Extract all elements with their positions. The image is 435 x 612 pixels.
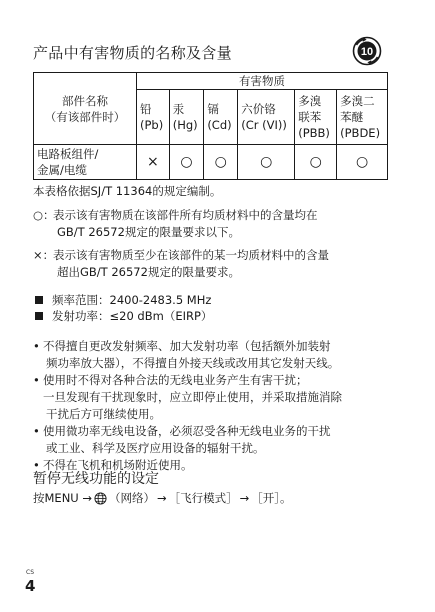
column-header-line: (Cr (VI)) (241, 118, 287, 132)
substance-value-cell: ○ (169, 145, 204, 180)
column-header-line: (Pb) (140, 118, 164, 132)
substance-column-header (295, 90, 337, 145)
column-header-line: (PBDE) (340, 126, 381, 140)
hazardous-substance-header: 有害物质 (137, 73, 388, 90)
substance-column-header (137, 90, 170, 145)
page-number: 4 (25, 577, 36, 595)
spec-item (35, 292, 211, 308)
part-name-line: 金属/电缆 (37, 163, 87, 177)
column-header-line: 六价铬 (241, 102, 276, 116)
language-code: CS (26, 569, 34, 576)
square-bullet-icon (35, 296, 43, 304)
list-item-text: 使用微功率无线电设备，必须忍受各种无线电业务的干扰 (43, 424, 331, 438)
legend-item (33, 207, 318, 241)
bullet-dot-icon: • (33, 424, 40, 438)
airplane-mode-instruction (33, 490, 292, 506)
legend-text: 表示该有害物质在该部件所有均质材料中的含量均在 (53, 208, 318, 222)
spec-item (35, 308, 212, 324)
column-header-line: 铅 (140, 102, 152, 116)
substance-value-cell: ○ (238, 145, 295, 180)
arrow-1: → (157, 491, 167, 505)
wireless-usage-notes (33, 338, 393, 474)
list-item-text: 或工业、科学及医疗应用设备的辐射干扰。 (46, 441, 265, 455)
list-item-text: 不得在飞机和机场附近使用。 (43, 458, 193, 472)
legend-text: 超出GB/T 26572规定的限量要求。 (57, 265, 240, 279)
list-item (33, 338, 393, 372)
table-row (34, 145, 388, 180)
globe-icon (94, 492, 107, 505)
legend-text: GB/T 26572规定的限量要求以下。 (57, 225, 240, 239)
legend-symbol: ×： (33, 248, 55, 262)
legend-symbol: ○： (33, 208, 55, 222)
instruction-on: ［开］。 (251, 491, 292, 505)
column-header-line: 多溴 (298, 94, 322, 108)
section-title: 暂停无线功能的设定 (33, 471, 159, 487)
list-item-text: 干扰后方可继续使用。 (46, 407, 161, 421)
column-header-line: 苯醚 (340, 110, 364, 124)
list-item (33, 423, 393, 457)
spec-text: 发射功率：≤20 dBm（EIRP） (52, 309, 213, 323)
table-basis-note: 本表格依据SJ/T 11364的规定编制。 (33, 184, 222, 198)
epup-10-logo-icon (352, 36, 382, 66)
column-header-line: 镉 (207, 102, 219, 116)
header-line: 部件名称 (62, 93, 108, 108)
list-item (33, 372, 393, 423)
substance-value-cell: ○ (295, 145, 337, 180)
legend-text: 表示该有害物质至少在该部件的某一均质材料中的含量 (53, 248, 329, 262)
substance-value-cell: ○ (204, 145, 238, 180)
substance-column-header (337, 90, 388, 145)
arrow-2: → (239, 491, 250, 505)
page-title: 产品中有害物质的名称及含量 (33, 44, 232, 62)
svg-text:10: 10 (360, 46, 374, 59)
hazardous-substance-table (33, 72, 388, 180)
list-item-text: 不得擅自更改发射频率、加大发射功率（包括额外加装射 (43, 339, 331, 353)
instruction-airplane-mode: ［飞行模式］ (168, 491, 238, 505)
column-header-line: (PBB) (298, 126, 330, 140)
instruction-prefix: 按MENU → (33, 491, 92, 505)
substance-column-header (204, 90, 238, 145)
part-name-header (34, 73, 137, 145)
list-item-text: 使用时不得对各种合法的无线电业务产生有害干扰； (43, 373, 308, 387)
substance-column-header (169, 90, 204, 145)
instruction-network: （网络） (109, 491, 155, 505)
column-header-line: (Cd) (207, 118, 232, 132)
substance-value-cell: ○ (337, 145, 388, 180)
substance-column-header (238, 90, 295, 145)
spec-text: 频率范围：2400-2483.5 MHz (52, 293, 212, 307)
bullet-dot-icon: • (33, 458, 40, 472)
column-header-line: 联苯 (298, 110, 322, 124)
column-header-line: 多溴二 (340, 94, 375, 108)
header-line: （有该部件时） (44, 109, 126, 124)
square-bullet-icon (35, 312, 43, 320)
substance-value-cell: × (137, 145, 170, 180)
column-header-line: 汞 (172, 102, 185, 116)
list-item-text: 一旦发现有干扰现象时，应立即停止使用，并采取措施消除 (43, 390, 342, 404)
column-header-line: (Hg) (172, 118, 198, 132)
part-name-cell (34, 145, 137, 180)
bullet-dot-icon: • (33, 373, 40, 387)
bullet-dot-icon: • (33, 339, 40, 353)
legend-item (33, 247, 329, 281)
part-name-line: 电路板组件/ (37, 147, 99, 161)
list-item-text: 频功率放大器），不得擅自外接天线或改用其它发射天线。 (46, 356, 340, 370)
